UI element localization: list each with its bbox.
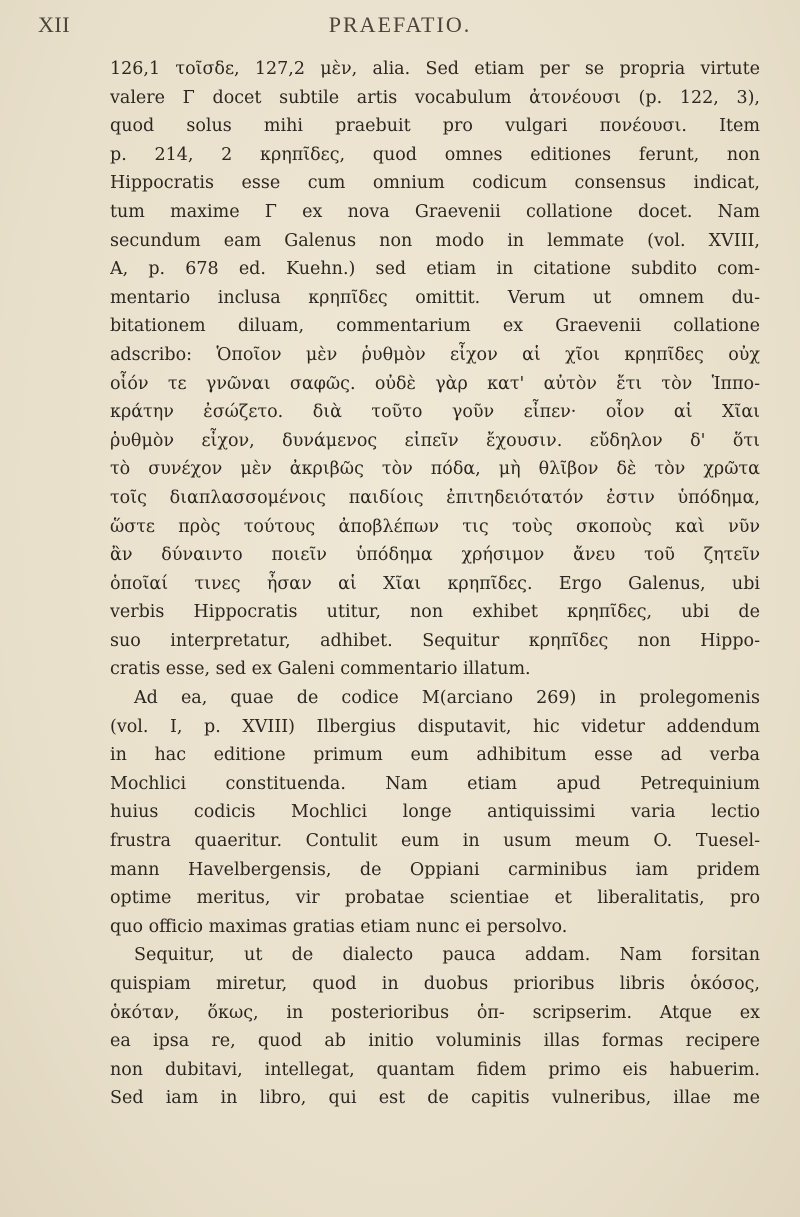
text-line: κράτην ἐσώζετο. διὰ τοῦτο γοῦν εἶπεν· οἷον αἱ Χῖαι — [110, 402, 760, 423]
text-line: Hippocratis esse cum omnium codicum consensus indicat, — [110, 173, 760, 194]
text-line: Ad ea, quae de codice M(arciano 269) in prolegomenis — [134, 688, 760, 709]
text-line: suo interpretatur, adhibet. Sequitur κρηπῖδες non Hippo- — [110, 630, 760, 651]
text-line: mentario inclusa κρηπῖδες omittit. Verum ut omnem du- — [110, 287, 760, 308]
text-line: quispiam miretur, quod in duobus prioribus libris ὁκόσος, — [110, 974, 760, 994]
text-line: 126,1 τοῖσδε, 127,2 μὲν, alia. Sed etiam per se propria virtute — [110, 59, 760, 79]
text-line: Sequitur, ut de dialecto pauca addam. Nam forsitan — [134, 945, 760, 966]
text-line: secundum eam Galenus non modo in lemmate (vol. XVIII, — [110, 230, 760, 251]
text-line: τοῖς διαπλασσομένοις παιδίοις ἐπιτηδειότατόν ἐστιν ὑπόδημα, — [110, 487, 760, 508]
text-line: ea ipsa re, quod ab initio voluminis illas formas recipere — [110, 1031, 760, 1052]
text-line: ὁκόταν, ὅκως, in posterioribus ὁπ- scripserim. Atque ex — [110, 1002, 760, 1023]
text-line: valere Γ docet subtile artis vocabulum ἀτονέουσι (p. 122, 3), — [110, 87, 760, 108]
text-line: ἂν δύναιντο ποιεῖν ὑπόδημα χρήσιμον ἄνευ τοῦ ζητεῖν — [110, 545, 760, 566]
body-text — [110, 55, 760, 1113]
page-header — [0, 12, 800, 42]
text-line: mann Havelbergensis, de Oppiani carminibus iam pridem — [110, 859, 760, 880]
text-line: p. 214, 2 κρηπῖδες, quod omnes editiones ferunt, non — [110, 144, 760, 165]
text-line: οἷόν τε γνῶναι σαφῶς. οὐδὲ γὰρ κατ' αὐτὸν ἔτι τὸν Ἱππο- — [110, 373, 760, 394]
text-line: adscribo: Ὁποῖον μὲν ῥυθμὸν εἶχον αἱ χῖοι κρηπῖδες οὐχ — [110, 344, 760, 365]
text-line: tum maxime Γ ex nova Graevenii collatione docet. Nam — [110, 201, 760, 222]
running-head: PRAEFATIO. — [328, 12, 472, 37]
text-line: Mochlici constituenda. Nam etiam apud Petrequinium — [110, 773, 760, 794]
text-line: ὁποῖαί τινες ἦσαν αἱ Χῖαι κρηπῖδες. Ergo Galenus, ubi — [110, 573, 760, 594]
text-line: Sed iam in libro, qui est de capitis vulneribus, illae me — [110, 1088, 760, 1109]
text-line: A, p. 678 ed. Kuehn.) sed etiam in citatione subdito com- — [110, 259, 760, 280]
text-line: in hac editione primum eum adhibitum esse ad verba — [110, 745, 760, 766]
text-line: τὸ συνέχον μὲν ἀκριβῶς τὸν πόδα, μὴ θλῖβον δὲ τὸν χρῶτα — [110, 459, 760, 480]
text-line: bitationem diluam, commentarium ex Graevenii collatione — [110, 316, 760, 337]
text-line: non dubitavi, intellegat, quantam fidem primo eis habuerim. — [110, 1059, 760, 1080]
page-number: XII — [38, 12, 71, 37]
text-line: huius codicis Mochlici longe antiquissimi varia lectio — [110, 802, 760, 823]
text-line: ὥστε πρὸς τούτους ἀποβλέπων τις τοὺς σκοποὺς καὶ νῦν — [110, 516, 760, 537]
text-line: quod solus mihi praebuit pro vulgari πονέουσι. Item — [110, 116, 760, 137]
text-line: ῥυθμὸν εἶχον, δυνάμενος εἰπεῖν ἔχουσιν. εὔδηλον δ' ὅτι — [110, 430, 760, 451]
text-line: cratis esse, sed ex Galeni commentario illatum. — [110, 659, 531, 680]
text-line: quo officio maximas gratias etiam nunc ei persolvo. — [110, 916, 568, 937]
text-line: optime meritus, vir probatae scientiae et liberalitatis, pro — [110, 888, 760, 909]
text-line: frustra quaeritur. Contulit eum in usum meum O. Tuesel- — [110, 831, 760, 852]
text-line: (vol. I, p. XVIII) Ilbergius disputavit, hic videtur addendum — [110, 716, 760, 737]
text-line: verbis Hippocratis utitur, non exhibet κρηπῖδες, ubi de — [110, 602, 760, 623]
